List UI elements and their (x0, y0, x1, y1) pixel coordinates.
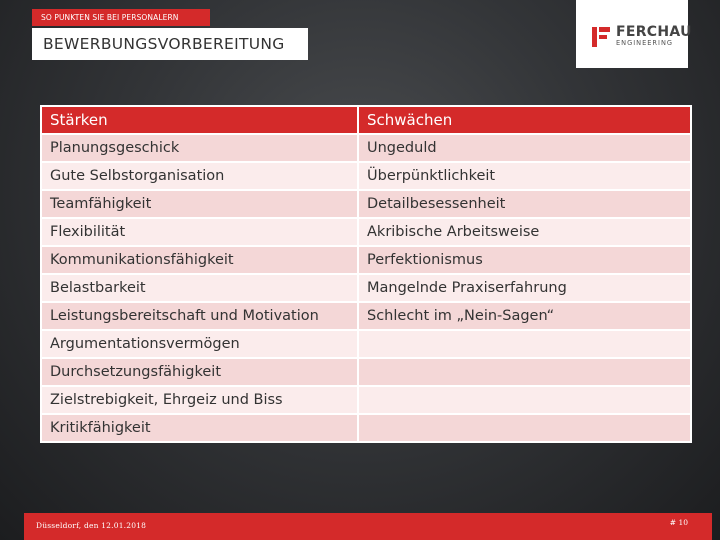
strength-cell: Durchsetzungsfähigkeit (41, 358, 358, 386)
table-row (41, 302, 691, 330)
table-row (41, 218, 691, 246)
header-strengths: Stärken (41, 106, 358, 134)
weakness-cell: Schlecht im „Nein-Sagen“ (358, 302, 691, 330)
strength-cell: Teamfähigkeit (41, 190, 358, 218)
strength-cell: Kritikfähigkeit (41, 414, 358, 442)
strength-cell: Argumentationsvermögen (41, 330, 358, 358)
strength-cell: Planungsgeschick (41, 134, 358, 162)
weakness-cell (358, 414, 691, 442)
weakness-cell: Perfektionismus (358, 246, 691, 274)
footer-date: Düsseldorf, den 12.01.2018 (36, 521, 147, 530)
strength-cell: Flexibilität (41, 218, 358, 246)
weakness-cell: Mangelnde Praxiserfahrung (358, 274, 691, 302)
footer-bar (24, 513, 712, 540)
weakness-cell (358, 358, 691, 386)
table-row (41, 330, 691, 358)
logo-name: FERCHAU (616, 24, 692, 40)
section-tag: SO PUNKTEN SIE BEI PERSONALERN (32, 9, 210, 26)
weakness-cell: Akribische Arbeitsweise (358, 218, 691, 246)
table-row (41, 246, 691, 274)
table-row (41, 190, 691, 218)
weakness-cell (358, 330, 691, 358)
header-weaknesses: Schwächen (358, 106, 691, 134)
weakness-cell: Überpünktlichkeit (358, 162, 691, 190)
strengths-weaknesses-table (40, 105, 692, 443)
table-row (41, 274, 691, 302)
strength-cell: Leistungsbereitschaft und Motivation (41, 302, 358, 330)
table-header-row (41, 106, 691, 134)
strength-cell: Kommunikationsfähigkeit (41, 246, 358, 274)
strength-cell: Gute Selbstorganisation (41, 162, 358, 190)
strength-cell: Zielstrebigkeit, Ehrgeiz und Biss (41, 386, 358, 414)
table-row (41, 162, 691, 190)
table-row (41, 414, 691, 442)
table-row (41, 386, 691, 414)
ferchau-f-icon (592, 27, 610, 47)
weakness-cell (358, 386, 691, 414)
strength-cell: Belastbarkeit (41, 274, 358, 302)
ferchau-logo (576, 0, 692, 68)
table-row (41, 134, 691, 162)
weakness-cell: Detailbesessenheit (358, 190, 691, 218)
page-number: # 10 (669, 518, 688, 527)
page-title: BEWERBUNGSVORBEREITUNG (32, 28, 308, 60)
weakness-cell: Ungeduld (358, 134, 691, 162)
table-row (41, 358, 691, 386)
logo-subtitle: ENGINEERING (616, 39, 673, 47)
